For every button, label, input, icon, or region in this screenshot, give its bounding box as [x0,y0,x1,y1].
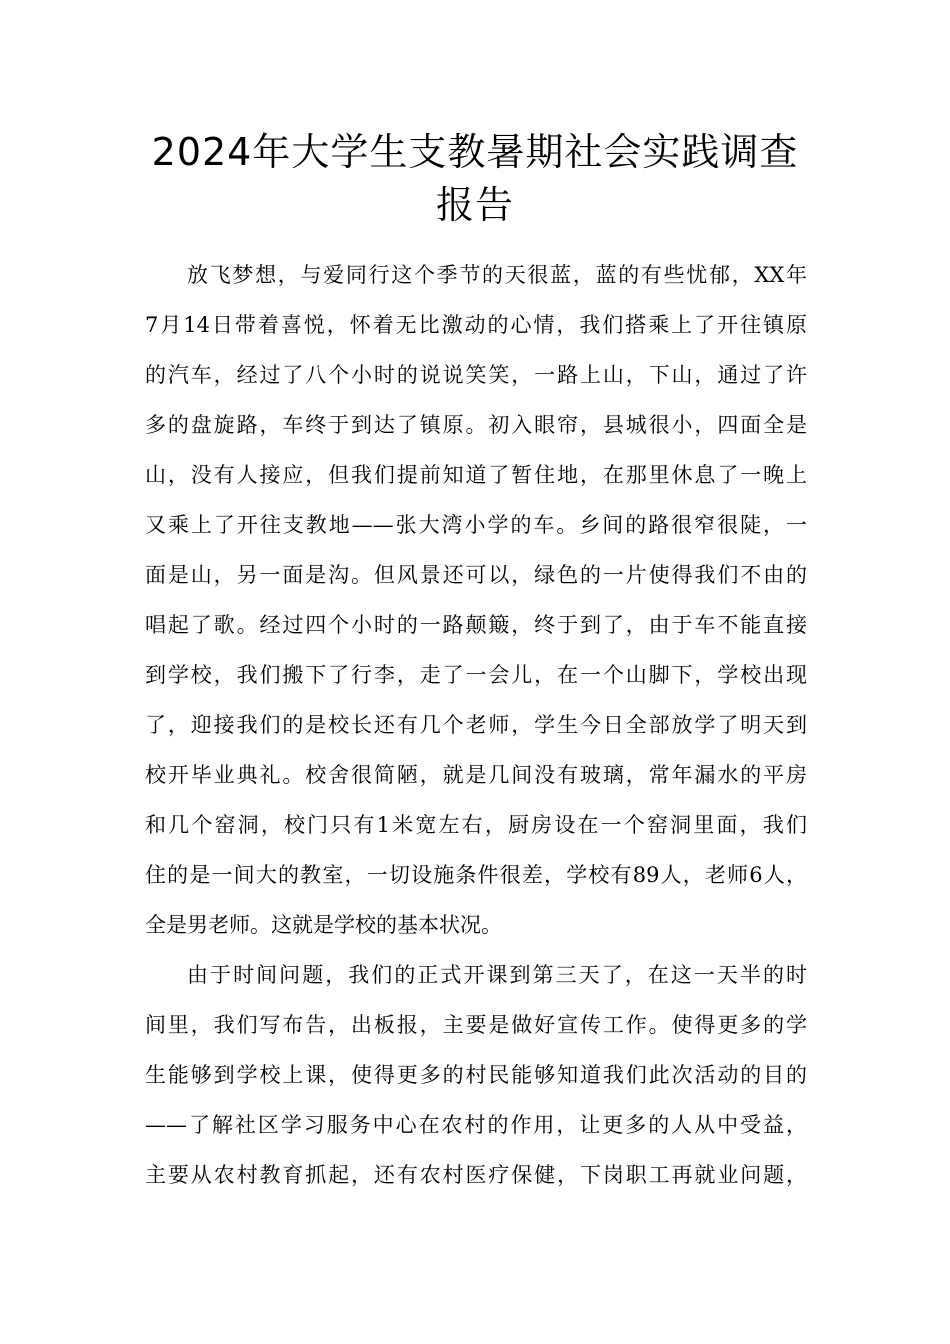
text-line: 唱起了歌。经过四个小时的一路颠簸，终于到了，由于车不能直接 [145,613,807,637]
text-line: 到学校，我们搬下了行李，走了一会儿，在一个山脚下，学校出现 [145,663,807,687]
paragraph [145,250,807,950]
document-title: 2024年大学生支教暑期社会实践调查报告 [151,130,799,227]
text-line: 全是男老师。这就是学校的基本状况。 [145,913,502,937]
text-line: ——了解社区学习服务中心在农村的作用，让更多的人从中受益， [145,1113,807,1137]
text-line: 又乘上了开往支教地——张大湾小学的车。乡间的路很窄很陡，一 [145,513,807,537]
text-line: 校开毕业典礼。校舍很简陋，就是几间没有玻璃，常年漏水的平房 [145,763,807,787]
text-line: 山，没有人接应，但我们提前知道了暂住地，在那里休息了一晚上 [145,463,807,487]
text-line: 的汽车，经过了八个小时的说说笑笑，一路上山，下山，通过了许 [145,363,807,387]
text-line: 了，迎接我们的是校长还有几个老师，学生今日全部放学了明天到 [145,713,807,737]
text-line: 间里，我们写布告，出板报，主要是做好宣传工作。使得更多的学 [145,1013,807,1037]
text-line: 生能够到学校上课，使得更多的村民能够知道我们此次活动的目的 [145,1063,807,1087]
paragraph [145,950,807,1200]
text-line: 和几个窑洞，校门只有1米宽左右，厨房设在一个窑洞里面，我们 [145,813,807,837]
text-line: 7月14日带着喜悦，怀着无比激动的心情，我们搭乘上了开往镇原 [145,313,807,337]
text-line: 由于时间问题，我们的正式开课到第三天了，在这一天半的时 [187,963,807,987]
text-line: 多的盘旋路，车终于到达了镇原。初入眼帘，县城很小，四面全是 [145,413,807,437]
text-line: 住的是一间大的教室，一切设施条件很差，学校有89人，老师6人， [145,863,807,887]
document-body [145,250,807,1200]
text-line: 面是山，另一面是沟。但风景还可以，绿色的一片使得我们不由的 [145,563,807,587]
text-line: 放飞梦想，与爱同行这个季节的天很蓝，蓝的有些忧郁，XX年 [187,263,807,287]
text-line: 主要从农村教育抓起，还有农村医疗保健，下岗职工再就业问题， [145,1163,807,1187]
